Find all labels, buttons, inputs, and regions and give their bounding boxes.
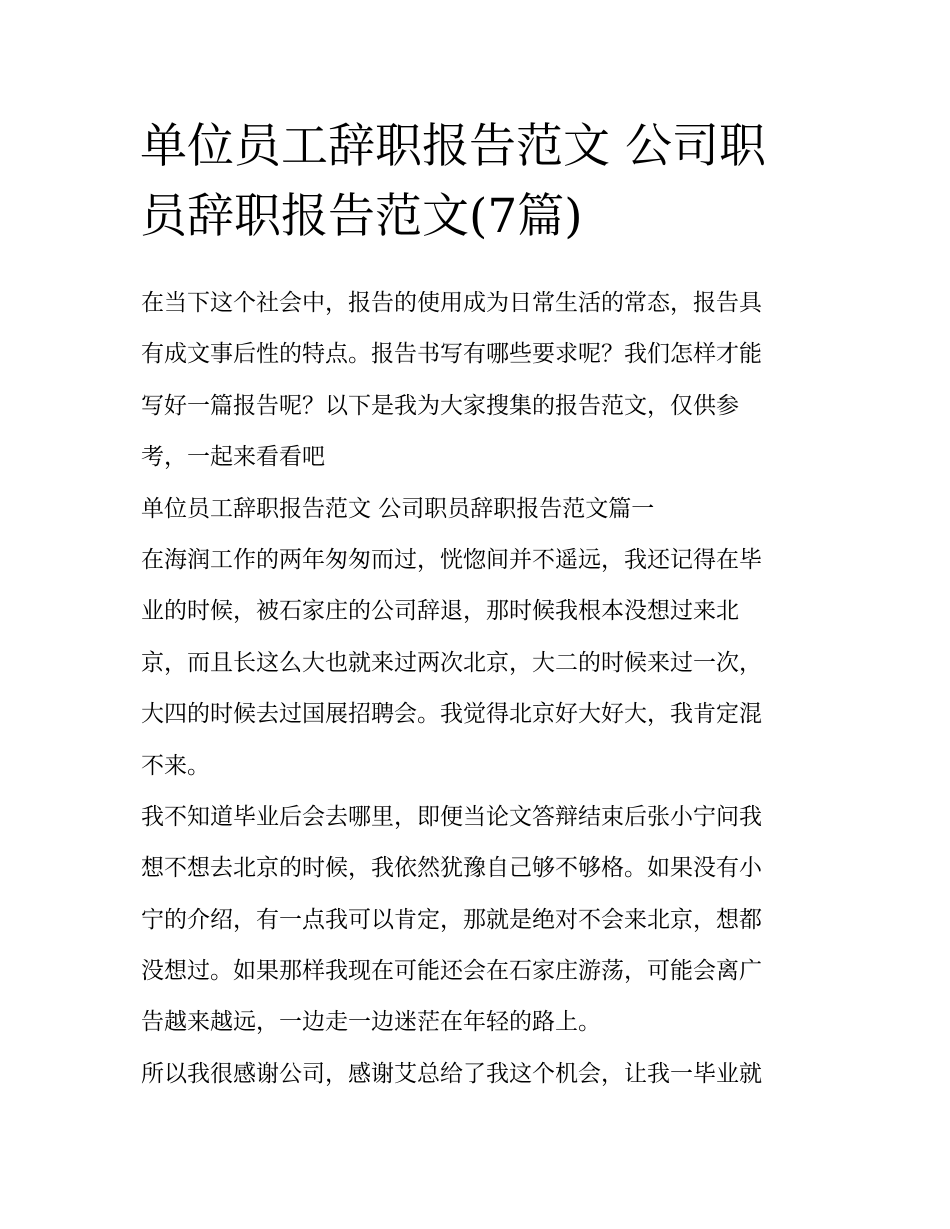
- section-heading: [141, 484, 831, 535]
- text-line: 我不知道毕业后会去哪里，即便当论文答辩结束后张小宁问我: [141, 803, 762, 830]
- title-line: 员辞职报告范文(7篇): [140, 189, 583, 244]
- intro-paragraph: [141, 278, 831, 484]
- text-line: 有成文事后性的特点。报告书写有哪些要求呢？我们怎样才能: [141, 341, 762, 368]
- text-line: 所以我很感谢公司，感谢艾总给了我这个机会，让我一毕业就: [141, 1060, 762, 1087]
- text-line: 告越来越远，一边走一边迷茫在年轻的路上。: [141, 1009, 601, 1036]
- text-line: 没想过。如果那样我现在可能还会在石家庄游荡，可能会离广: [141, 958, 762, 985]
- text-line: 宁的介绍，有一点我可以肯定，那就是绝对不会来北京，想都: [141, 906, 762, 933]
- text-line: 单位员工辞职报告范文 公司职员辞职报告范文篇一: [141, 495, 655, 522]
- text-line: 业的时候，被石家庄的公司辞退，那时候我根本没想过来北: [141, 598, 739, 625]
- text-line: 在当下这个社会中，报告的使用成为日常生活的常态，报告具: [141, 290, 762, 316]
- text-line: 大四的时候去过国展招聘会。我觉得北京好大好大，我肯定混: [141, 701, 762, 728]
- text-line: 想不想去北京的时候，我依然犹豫自己够不够格。如果没有小: [141, 855, 762, 882]
- text-line: 京，而且长这么大也就来过两次北京，大二的时候来过一次，: [141, 649, 762, 676]
- body-paragraph: [141, 1049, 831, 1100]
- body-paragraph: [141, 792, 831, 1049]
- text-line: 不来。: [141, 752, 210, 779]
- body-paragraph: [141, 535, 831, 792]
- document-body: [141, 278, 831, 1100]
- title-line: 单位员工辞职报告范文 公司职: [140, 119, 766, 174]
- text-line: 考，一起来看看吧: [141, 444, 325, 471]
- text-line: 在海润工作的两年匆匆而过，恍惚间并不遥远，我还记得在毕: [141, 546, 762, 573]
- document-title: [140, 112, 820, 252]
- text-line: 写好一篇报告呢？以下是我为大家搜集的报告范文，仅供参: [141, 392, 739, 419]
